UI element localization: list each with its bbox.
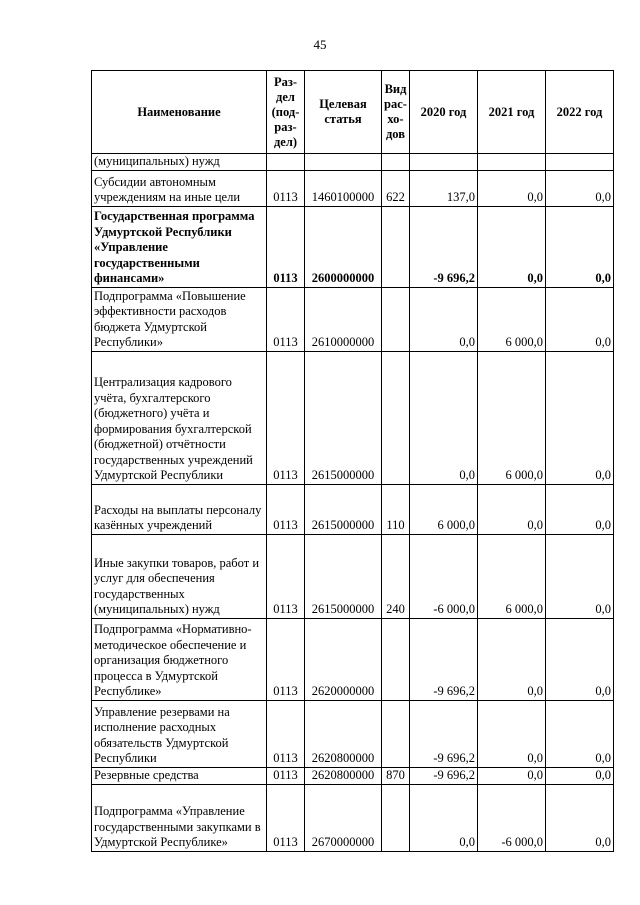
cell-2022: 0,0 [546,351,614,484]
cell-2021: 0,0 [478,767,546,784]
page-number: 45 [313,37,327,52]
cell-type: 870 [382,767,410,784]
cell-2021: 0,0 [478,170,546,206]
cell-type: 240 [382,534,410,618]
cell-section [267,154,305,171]
cell-name: Субсидии автономным учреждениям на иные цели [92,170,267,206]
table-header-row [92,71,614,154]
cell-target: 2620800000 [305,700,382,767]
table-row [92,351,614,484]
cell-2021: 6 000,0 [478,534,546,618]
budget-table [91,70,614,852]
cell-2020: -6 000,0 [410,534,478,618]
table-row [92,784,614,851]
cell-section: 0113 [267,700,305,767]
cell-target: 2600000000 [305,206,382,287]
cell-2022: 0,0 [546,484,614,534]
cell-section: 0113 [267,170,305,206]
cell-2021: 6 000,0 [478,287,546,351]
cell-name: Иные закупки товаров, работ и услуг для обеспечения государственных (муниципальных) нужд [92,534,267,618]
cell-2022: 0,0 [546,170,614,206]
cell-name: Подпрограмма «Нормативно-методическое обеспечение и организация бюджетного процесса в Удмуртской Республике» [92,618,267,700]
cell-name: Резервные средства [92,767,267,784]
cell-target: 2620000000 [305,618,382,700]
cell-2021 [478,154,546,171]
cell-target: 2615000000 [305,351,382,484]
cell-2022: 0,0 [546,206,614,287]
cell-2021: 0,0 [478,700,546,767]
table-row [92,170,614,206]
cell-target [305,154,382,171]
table-row [92,154,614,171]
table-row [92,700,614,767]
header-2022: 2022 год [546,71,614,154]
header-2021: 2021 год [478,71,546,154]
cell-2020: 6 000,0 [410,484,478,534]
cell-section: 0113 [267,767,305,784]
cell-2021: 0,0 [478,484,546,534]
cell-section: 0113 [267,784,305,851]
cell-target: 2670000000 [305,784,382,851]
table-row [92,618,614,700]
cell-2020: -9 696,2 [410,618,478,700]
cell-2020: -9 696,2 [410,767,478,784]
cell-2022: 0,0 [546,767,614,784]
table-row [92,206,614,287]
cell-2022: 0,0 [546,287,614,351]
cell-name: (муниципальных) нужд [92,154,267,171]
header-name: Наименование [92,71,267,154]
cell-name: Управление резервами на исполнение расходных обязательств Удмуртской Республики [92,700,267,767]
cell-2020: -9 696,2 [410,700,478,767]
cell-2021: -6 000,0 [478,784,546,851]
cell-type: 622 [382,170,410,206]
cell-section: 0113 [267,618,305,700]
table-row [92,534,614,618]
cell-2020 [410,154,478,171]
cell-2020: 0,0 [410,784,478,851]
table-row [92,767,614,784]
cell-name: Подпрограмма «Управление государственными закупками в Удмуртской Республике» [92,784,267,851]
cell-name: Централизация кадрового учёта, бухгалтерского (бюджетного) учёта и формирования бухгалтерской (бюджетной) отчётности государственных учреждений Удмуртской Республики [92,351,267,484]
header-2020: 2020 год [410,71,478,154]
cell-type: 110 [382,484,410,534]
cell-type [382,287,410,351]
cell-target: 1460100000 [305,170,382,206]
cell-type [382,154,410,171]
cell-name: Государственная программа Удмуртской Республики «Управление государственными финансами» [92,206,267,287]
cell-type [382,784,410,851]
cell-2022: 0,0 [546,534,614,618]
cell-target: 2615000000 [305,484,382,534]
cell-section: 0113 [267,206,305,287]
cell-type [382,351,410,484]
cell-name: Расходы на выплаты персоналу казённых учреждений [92,484,267,534]
cell-2020: 0,0 [410,351,478,484]
cell-2022 [546,154,614,171]
cell-section: 0113 [267,534,305,618]
cell-2021: 0,0 [478,206,546,287]
cell-type [382,206,410,287]
cell-2021: 6 000,0 [478,351,546,484]
cell-section: 0113 [267,287,305,351]
table-row [92,287,614,351]
cell-target: 2615000000 [305,534,382,618]
header-target: Целевая статья [305,71,382,154]
cell-2020: 0,0 [410,287,478,351]
cell-target: 2620800000 [305,767,382,784]
header-type: Вид рас-хо-дов [382,71,410,154]
cell-2021: 0,0 [478,618,546,700]
header-section: Раз-дел (под-раз-дел) [267,71,305,154]
cell-2022: 0,0 [546,784,614,851]
cell-name: Подпрограмма «Повышение эффективности расходов бюджета Удмуртской Республики» [92,287,267,351]
cell-2020: -9 696,2 [410,206,478,287]
cell-target: 2610000000 [305,287,382,351]
cell-type [382,618,410,700]
cell-2022: 0,0 [546,700,614,767]
cell-2020: 137,0 [410,170,478,206]
cell-2022: 0,0 [546,618,614,700]
cell-section: 0113 [267,484,305,534]
cell-type [382,700,410,767]
table-row [92,484,614,534]
cell-section: 0113 [267,351,305,484]
